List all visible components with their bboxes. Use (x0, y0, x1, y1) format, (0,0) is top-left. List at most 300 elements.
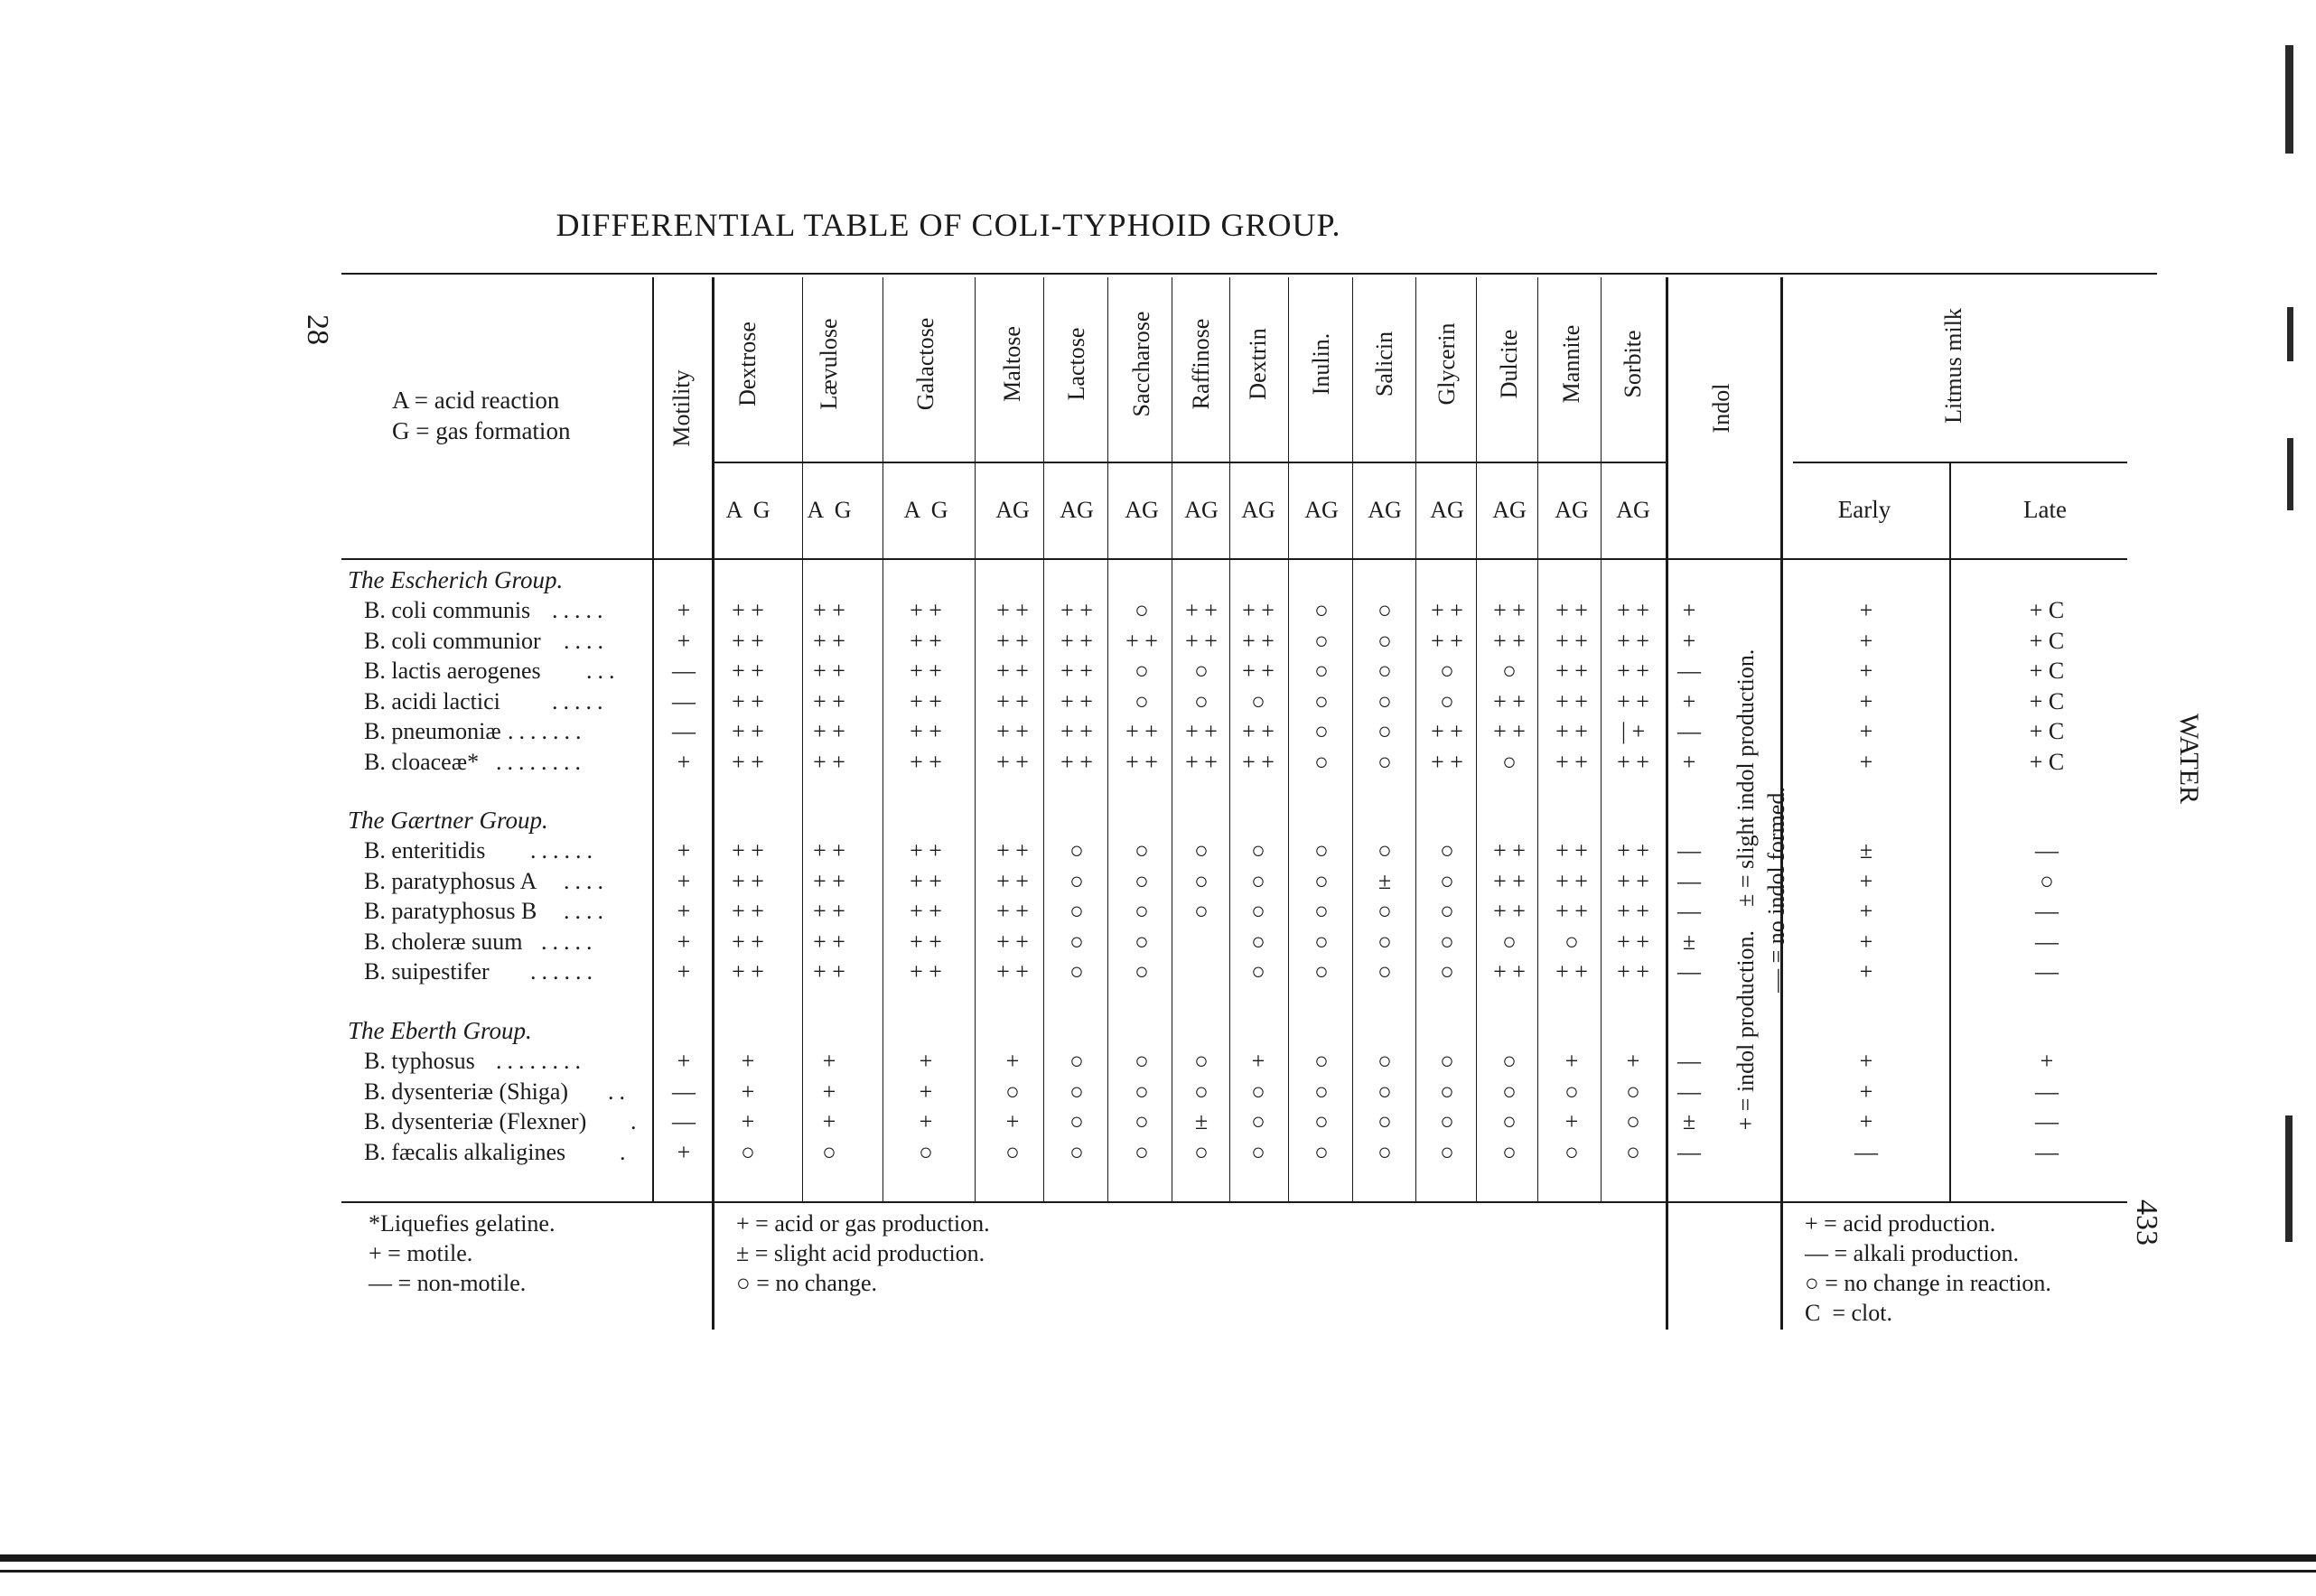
sugar-cell: + + (1493, 898, 1526, 925)
sugar-cell: + + (1242, 597, 1275, 623)
sugar-cell: ○ (1135, 1108, 1149, 1135)
sugar-cell: ○ (1194, 687, 1209, 714)
col-header-1-label: Lævulose (816, 318, 842, 410)
sugar-cell: + + (813, 718, 845, 745)
sugar-cell: + + (732, 658, 764, 685)
sugar-cell: + + (813, 898, 845, 925)
ag-label: A G (807, 497, 852, 523)
ag-label: AG (1616, 497, 1650, 523)
litmus-late-cell: + C (2029, 627, 2065, 654)
sugar-cell: + + (732, 898, 764, 925)
sugar-cell: + + (1617, 898, 1649, 925)
sugar-cell: ○ (1005, 1138, 1020, 1165)
header-bottom-rule (341, 558, 2127, 560)
sugar-cell: ○ (1440, 1078, 1454, 1105)
scan-bottom-bar (0, 1554, 2316, 1562)
sugar-cell: ○ (1377, 928, 1392, 955)
sugar-cell: + + (996, 958, 1029, 985)
sugar-cell: ○ (1251, 837, 1265, 863)
sugar-cell: ○ (1626, 1108, 1640, 1135)
sugar-cell: ○ (1194, 837, 1209, 863)
sugar-column-divider (1043, 277, 1044, 1201)
motility-cell: + (677, 898, 691, 925)
litmus-early-cell: + (1859, 928, 1873, 955)
sugar-cell: ○ (1440, 837, 1454, 863)
motility-cell: — (672, 1078, 696, 1105)
col-header-3-label: Maltose (999, 326, 1025, 402)
sugar-cell: + + (910, 867, 942, 894)
sugar-cell: + + (1125, 749, 1158, 775)
sugar-cell: + + (1242, 627, 1275, 654)
sugar-cell: + + (1493, 718, 1526, 745)
litmus-late-cell: + C (2029, 597, 2065, 623)
sugar-cell: + + (996, 867, 1029, 894)
sugar-cell: ○ (1251, 1138, 1265, 1165)
sugar-cell: ○ (1314, 867, 1329, 894)
organism-name: B. dysenteriæ (Shiga) (364, 1078, 569, 1105)
sugar-cell: ○ (1314, 658, 1329, 685)
sugar-cell: ○ (1314, 1048, 1329, 1074)
sugar-cell: + + (813, 627, 845, 654)
organism-name: B. paratyphosus A (364, 867, 537, 894)
sugar-cell: ○ (1377, 687, 1392, 714)
motility-cell: — (672, 718, 696, 745)
sugar-column-divider (1415, 277, 1416, 1201)
sugar-cell: ○ (1440, 898, 1454, 925)
sugar-cell: + + (1242, 718, 1275, 745)
col-header-12-label: Mannite (1558, 324, 1584, 404)
sugar-cell: ○ (1069, 867, 1084, 894)
sugar-cell: ○ (1626, 1138, 1640, 1165)
indol-cell: — (1677, 718, 1701, 745)
footnote-sugars: ± = slight acid production. (736, 1240, 985, 1266)
ag-label: AG (1304, 497, 1339, 523)
sugar-cell: + + (996, 749, 1029, 775)
motility-cell: + (677, 867, 691, 894)
sugar-cell: ○ (1251, 1078, 1265, 1105)
running-head: WATER (2174, 714, 2204, 804)
sugar-cell: + + (910, 718, 942, 745)
sugar-cell: + + (1185, 597, 1218, 623)
sugar-cell: ○ (1377, 1078, 1392, 1105)
sugar-cell: + + (1493, 867, 1526, 894)
sugar-column-divider (1288, 277, 1289, 1201)
litmus-early-cell: + (1859, 658, 1873, 685)
sugar-cell: + + (1493, 627, 1526, 654)
sugar-cell: + + (996, 687, 1029, 714)
ag-label: A G (903, 497, 948, 523)
sugar-cell: ○ (1314, 1108, 1329, 1135)
sugar-column-divider (1601, 277, 1602, 1201)
sugar-cell: + (822, 1048, 836, 1074)
sugar-cell: + + (996, 928, 1029, 955)
organism-name: B. acidi lactici (364, 687, 500, 714)
sugar-cell: ○ (1440, 687, 1454, 714)
sugar-cell: ○ (1440, 1108, 1454, 1135)
sugar-cell: + + (1493, 597, 1526, 623)
scan-bottom-bar (0, 1570, 2316, 1573)
litmus-early-cell: + (1859, 749, 1873, 775)
sugar-cell: + + (1242, 749, 1275, 775)
indol-note-text: + = indol production. ± = slight indol production. (1732, 649, 1759, 1131)
sugar-cell: + + (1185, 627, 1218, 654)
litmus-late-cell: — (2035, 928, 2059, 955)
sugar-column-divider (1352, 277, 1353, 1201)
ag-label: A G (725, 497, 770, 523)
sugar-cell: + (919, 1078, 933, 1105)
sugar-cell: + + (1125, 718, 1158, 745)
organism-name: B. coli communis (364, 597, 531, 623)
sugar-cell: + + (1493, 837, 1526, 863)
sugar-cell: ○ (1069, 1138, 1084, 1165)
litmus-late-cell: — (2035, 898, 2059, 925)
litmus-late-cell: + C (2029, 718, 2065, 745)
organism-name: B. cloaceæ* (364, 749, 480, 775)
ag-rule (712, 462, 1666, 463)
col-header-6-label: Raffinose (1188, 318, 1214, 410)
sugar-cell: + + (1060, 658, 1093, 685)
sugar-cell: ○ (1314, 1138, 1329, 1165)
indol-cell: — (1677, 837, 1701, 863)
col-header-litmus-label: Litmus milk (1940, 308, 1966, 424)
sugar-cell: ○ (1251, 958, 1265, 985)
sugar-cell: + (741, 1048, 755, 1074)
bottom-rule (341, 1201, 2127, 1203)
litmus-early-cell: + (1859, 867, 1873, 894)
motility-cell: — (672, 658, 696, 685)
litmus-early-cell: + (1859, 1078, 1873, 1105)
group-heading: The Gærtner Group. (348, 807, 548, 834)
sugar-cell: ○ (1005, 1078, 1020, 1105)
col-header-late: Late (2023, 496, 2067, 523)
motility-cell: + (677, 958, 691, 985)
col-header-13-label: Sorbite (1620, 330, 1646, 398)
sugar-cell: + + (1617, 597, 1649, 623)
sugar-cell: ○ (1135, 928, 1149, 955)
sugar-cell: ○ (1314, 749, 1329, 775)
sugar-cell: + + (1617, 958, 1649, 985)
sugar-cell: ○ (1314, 958, 1329, 985)
organism-name: B. fæcalis alkaligines (364, 1138, 566, 1165)
sugar-cell: ○ (1440, 958, 1454, 985)
sugar-cell: ○ (1377, 898, 1392, 925)
ag-label: AG (1184, 497, 1219, 523)
sugar-cell: ○ (1314, 837, 1329, 863)
sugar-cell: ○ (1377, 627, 1392, 654)
sugar-cell: ○ (1440, 1048, 1454, 1074)
sugar-cell: + + (1617, 658, 1649, 685)
sugar-cell: ○ (1377, 749, 1392, 775)
leader-dots: .... (564, 898, 609, 925)
sugar-cell: ○ (1440, 658, 1454, 685)
indol-note-text: — = no indol formed. (1763, 787, 1789, 993)
litmus-early-cell: + (1859, 627, 1873, 654)
sugar-cell: + (1626, 1048, 1640, 1074)
sugar-cell: ○ (1194, 1048, 1209, 1074)
litmus-early-cell: + (1859, 1048, 1873, 1074)
sugar-cell: + (1564, 1108, 1579, 1135)
litmus-early-cell: + (1859, 718, 1873, 745)
sugar-cell: ○ (1251, 1108, 1265, 1135)
page-edge-mark (2287, 438, 2293, 510)
motility-cell: + (677, 627, 691, 654)
sugar-cell: ○ (1069, 837, 1084, 863)
sugar-cell: + + (996, 658, 1029, 685)
sugar-cell: ± (1194, 1108, 1209, 1135)
sugar-cell: + (822, 1108, 836, 1135)
sugar-cell: + + (1242, 658, 1275, 685)
sugar-cell: + (1251, 1048, 1265, 1074)
sugar-cell: + + (1431, 718, 1463, 745)
footnote-motility: — = non-motile. (369, 1270, 527, 1296)
indol-cell: — (1677, 898, 1701, 925)
col-header-2-label: Galactose (912, 317, 939, 411)
sugar-cell: + + (996, 898, 1029, 925)
leader-dots: ..... (552, 597, 609, 623)
organism-name: B. coli communior (364, 627, 541, 654)
sugar-cell: + (1005, 1048, 1020, 1074)
sugar-cell: ○ (1502, 1048, 1517, 1074)
leader-dots: ...... (530, 837, 598, 863)
sugar-cell: ○ (1135, 687, 1149, 714)
leader-dots: ....... (508, 718, 587, 745)
leader-dots: ..... (552, 687, 609, 714)
organism-name: B. enteritidis (364, 837, 486, 863)
sugar-cell: + + (813, 687, 845, 714)
ag-label: AG (1492, 497, 1527, 523)
footnote-litmus: + = acid production. (1805, 1210, 1996, 1237)
sugar-cell: + + (732, 928, 764, 955)
sugar-cell: ○ (1314, 597, 1329, 623)
motility-cell: + (677, 837, 691, 863)
sugar-cell: ○ (1135, 1138, 1149, 1165)
sugar-cell: + + (1185, 749, 1218, 775)
sugar-cell: ○ (1314, 898, 1329, 925)
organism-name: B. choleræ suum (364, 928, 523, 955)
sugar-cell: + + (732, 867, 764, 894)
sugar-cell: + + (910, 658, 942, 685)
footnote-sugars: ○ = no change. (736, 1270, 877, 1296)
litmus-late-cell: + C (2029, 687, 2065, 714)
sugar-cell: + + (1060, 749, 1093, 775)
group-heading: The Eberth Group. (348, 1017, 532, 1044)
indol-cell: ± (1682, 1108, 1696, 1135)
sugars-left-divider (712, 277, 714, 1330)
litmus-early-late-divider (1949, 462, 1951, 1201)
sugar-cell: ○ (1377, 597, 1392, 623)
sugar-cell: + + (1431, 627, 1463, 654)
sugar-cell: ○ (1135, 898, 1149, 925)
sugar-cell: + + (1555, 749, 1588, 775)
sugar-cell: ○ (1564, 1138, 1579, 1165)
sugar-cell: + (1564, 1048, 1579, 1074)
sugar-cell: ○ (1502, 1108, 1517, 1135)
key-gas-formation: G = gas formation (392, 417, 571, 444)
sugar-cell: + + (910, 749, 942, 775)
sugar-column-divider (975, 277, 976, 1201)
sugar-cell: + + (1555, 597, 1588, 623)
sugar-cell: + + (910, 597, 942, 623)
indol-cell: + (1682, 687, 1696, 714)
footnote-litmus: — = alkali production. (1805, 1240, 2020, 1266)
organism-name: B. typhosus (364, 1048, 475, 1074)
sugar-cell: ○ (1377, 1108, 1392, 1135)
indol-cell: — (1677, 1078, 1701, 1105)
sugar-cell: ○ (1069, 898, 1084, 925)
top-rule (341, 273, 2157, 275)
sugar-cell: + + (1617, 837, 1649, 863)
litmus-early-cell: + (1859, 687, 1873, 714)
sugar-cell: ○ (1502, 928, 1517, 955)
ag-label: AG (1125, 497, 1159, 523)
litmus-late-cell: ○ (2040, 867, 2054, 894)
sugar-cell: ○ (1440, 867, 1454, 894)
sugar-cell: ○ (1135, 658, 1149, 685)
litmus-early-cell: — (1854, 1138, 1878, 1165)
sugar-cell: ○ (1135, 958, 1149, 985)
litmus-late-cell: + C (2029, 658, 2065, 685)
sugar-cell: + + (1617, 687, 1649, 714)
sugar-cell: + + (732, 687, 764, 714)
sugar-cell: + (1005, 1108, 1020, 1135)
sugar-cell: + + (996, 597, 1029, 623)
sugar-cell: + + (813, 749, 845, 775)
sugar-cell: + (822, 1078, 836, 1105)
sugar-cell: + + (1617, 867, 1649, 894)
sugar-column-divider (1537, 277, 1538, 1201)
col-header-motility-label: Motility (668, 369, 695, 447)
key-acid-reaction: A = acid reaction (392, 387, 560, 414)
sugar-cell: ○ (822, 1138, 836, 1165)
ag-label: AG (995, 497, 1030, 523)
sugar-cell: ○ (1314, 718, 1329, 745)
sugar-cell: ○ (1314, 928, 1329, 955)
leader-dots: .... (564, 627, 609, 654)
sugar-cell: + + (1555, 837, 1588, 863)
sugar-cell: ○ (1069, 928, 1084, 955)
sugar-cell: ○ (1135, 1048, 1149, 1074)
litmus-late-cell: — (2035, 1078, 2059, 1105)
sugar-cell: ○ (1135, 597, 1149, 623)
sugar-cell: ○ (1069, 1108, 1084, 1135)
sugar-cell: + + (1555, 627, 1588, 654)
motility-cell: + (677, 597, 691, 623)
footnote-motility: + = motile. (369, 1240, 473, 1266)
sugar-cell: + (741, 1078, 755, 1105)
leader-dots: ........ (496, 1048, 586, 1074)
ag-label: AG (1241, 497, 1275, 523)
sugar-cell: ○ (1377, 1138, 1392, 1165)
indol-cell: — (1677, 658, 1701, 685)
col-header-7-label: Dextrin (1245, 328, 1271, 400)
sugar-cell: + + (813, 837, 845, 863)
ag-label: AG (1368, 497, 1402, 523)
organism-name: B. suipestifer (364, 958, 490, 985)
sugar-cell: + + (910, 837, 942, 863)
sugar-cell: + (919, 1048, 933, 1074)
leader-dots: .. (608, 1078, 630, 1105)
col-header-8-label: Inulin. (1308, 332, 1334, 396)
sugar-cell: + + (813, 958, 845, 985)
litmus-late-cell: + C (2029, 749, 2065, 775)
sugar-cell: + + (1431, 749, 1463, 775)
sugar-cell: + + (1125, 627, 1158, 654)
sugar-cell: ○ (1069, 1078, 1084, 1105)
sugar-cell: + + (910, 898, 942, 925)
sugar-cell: ○ (1069, 1048, 1084, 1074)
sugar-cell: ○ (1502, 658, 1517, 685)
indol-cell: — (1677, 958, 1701, 985)
sugar-cell: ○ (1135, 837, 1149, 863)
litmus-sub-rule (1793, 462, 2127, 463)
col-header-4-label: Lactose (1063, 327, 1089, 401)
sugar-cell: ± (1377, 867, 1392, 894)
sugar-cell: + + (1555, 658, 1588, 685)
sugar-cell: ○ (1502, 1078, 1517, 1105)
motility-divider (652, 277, 654, 1201)
col-header-10-label: Glycerin (1433, 322, 1460, 406)
motility-cell: + (677, 1048, 691, 1074)
sugar-cell: + + (732, 958, 764, 985)
sugar-cell: + + (996, 718, 1029, 745)
indol-cell: — (1677, 867, 1701, 894)
sugar-cell: ○ (1314, 687, 1329, 714)
sugar-cell: | + (1620, 718, 1646, 745)
indol-cell: — (1677, 1048, 1701, 1074)
sugar-column-divider (1476, 277, 1477, 1201)
sugar-cell: ○ (1251, 928, 1265, 955)
leader-dots: ..... (541, 928, 598, 955)
sugar-cell: ○ (1564, 928, 1579, 955)
col-header-indol-label: Indol (1708, 383, 1734, 434)
leader-dots: ...... (530, 958, 598, 985)
litmus-early-cell: + (1859, 1108, 1873, 1135)
sugar-cell: + + (1555, 867, 1588, 894)
sugar-cell: + + (1555, 958, 1588, 985)
sugar-cell: + + (813, 597, 845, 623)
sugar-cell: ○ (1314, 627, 1329, 654)
organism-name: B. lactis aerogenes (364, 658, 541, 685)
footnote-litmus: ○ = no change in reaction. (1805, 1270, 2051, 1296)
sugar-cell: ○ (1564, 1078, 1579, 1105)
sugar-cell: + + (996, 627, 1029, 654)
sugar-cell: + (919, 1108, 933, 1135)
page-edge-mark (2285, 1115, 2293, 1242)
ag-label: AG (1060, 497, 1094, 523)
leader-dots: ........ (496, 749, 586, 775)
sugar-column-divider (1229, 277, 1230, 1201)
footnote-sugars: + = acid or gas production. (736, 1210, 990, 1237)
sugar-cell: ○ (1251, 867, 1265, 894)
litmus-early-cell: + (1859, 958, 1873, 985)
indol-cell: — (1677, 1138, 1701, 1165)
sugar-cell: ○ (1377, 837, 1392, 863)
sugar-cell: ○ (1440, 928, 1454, 955)
leader-dots: . (620, 1138, 631, 1165)
litmus-late-cell: — (2035, 837, 2059, 863)
sugar-cell: ○ (1069, 958, 1084, 985)
sugar-cell: + + (1555, 718, 1588, 745)
litmus-early-cell: + (1859, 898, 1873, 925)
organism-name: B. paratyphosus B (364, 898, 537, 925)
sugar-cell: ○ (1377, 658, 1392, 685)
sugar-cell: + + (996, 837, 1029, 863)
litmus-late-cell: — (2035, 958, 2059, 985)
page-number-left: 28 (301, 314, 334, 345)
sugar-cell: + + (1185, 718, 1218, 745)
col-header-0-label: Dextrose (734, 322, 761, 406)
page-edge-mark (2287, 307, 2293, 361)
